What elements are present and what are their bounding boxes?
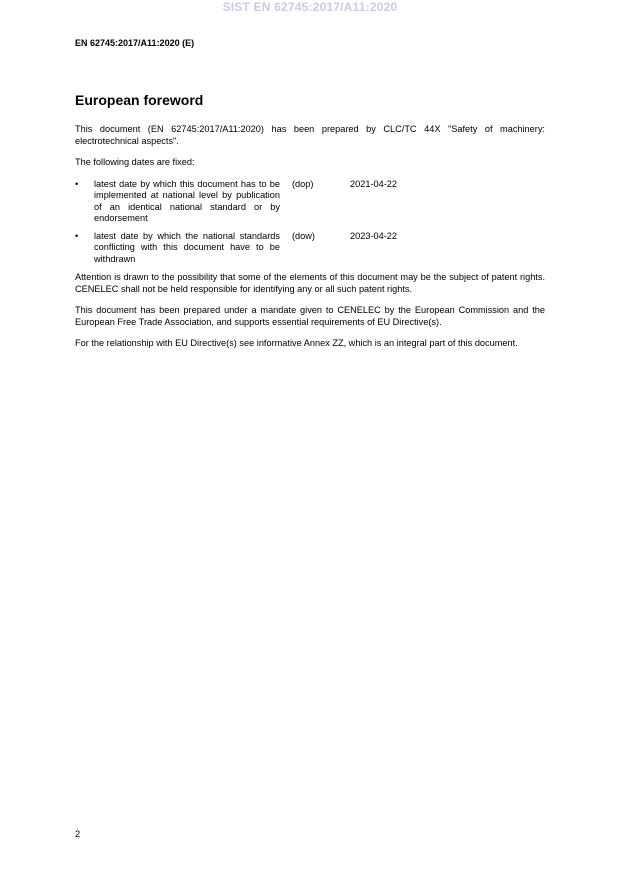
intro-paragraph: This document (EN 62745:2017/A11:2020) has been prepared by CLC/TC 44X "Safety of machinery: electrotechnical aspects". [75,124,545,146]
date-abbreviation: (dop) [292,178,314,189]
date-value: 2021-04-22 [350,178,397,189]
document-id: EN 62745:2017/A11:2020 (E) [75,38,195,48]
date-abbreviation: (dow) [292,230,315,241]
watermark: SIST EN 62745:2017/A11:2020 [222,0,398,14]
list-item [75,231,545,266]
mandate-paragraph: This document has been prepared under a mandate given to CENELEC by the European Commission and the European Free Trade Association, and supports essential requirements of EU Directive(s). [75,305,545,327]
date-description: latest date by which this document has to be implemented at national level by publication of an identical national standard or by endorsement [94,178,280,223]
date-value: 2023-04-22 [350,230,397,241]
relationship-paragraph: For the relationship with EU Directive(s) see informative Annex ZZ, which is an integral part of this document. [75,338,518,348]
page-number: 2 [75,829,81,839]
section-title: European foreword [75,92,204,108]
dates-list [75,179,545,266]
foreword-section [75,92,545,360]
date-description: latest date by which the national standards conflicting with this document have to be withdrawn [94,230,280,264]
list-item [75,179,545,225]
bullet-icon: • [75,178,79,189]
dates-intro: The following dates are fixed: [75,157,195,167]
patent-notice: Attention is drawn to the possibility that some of the elements of this document may be the subject of patent rights. CENELEC shall not be held responsible for identifying any or all such patent rights. [75,272,545,294]
bullet-icon: • [75,230,79,241]
